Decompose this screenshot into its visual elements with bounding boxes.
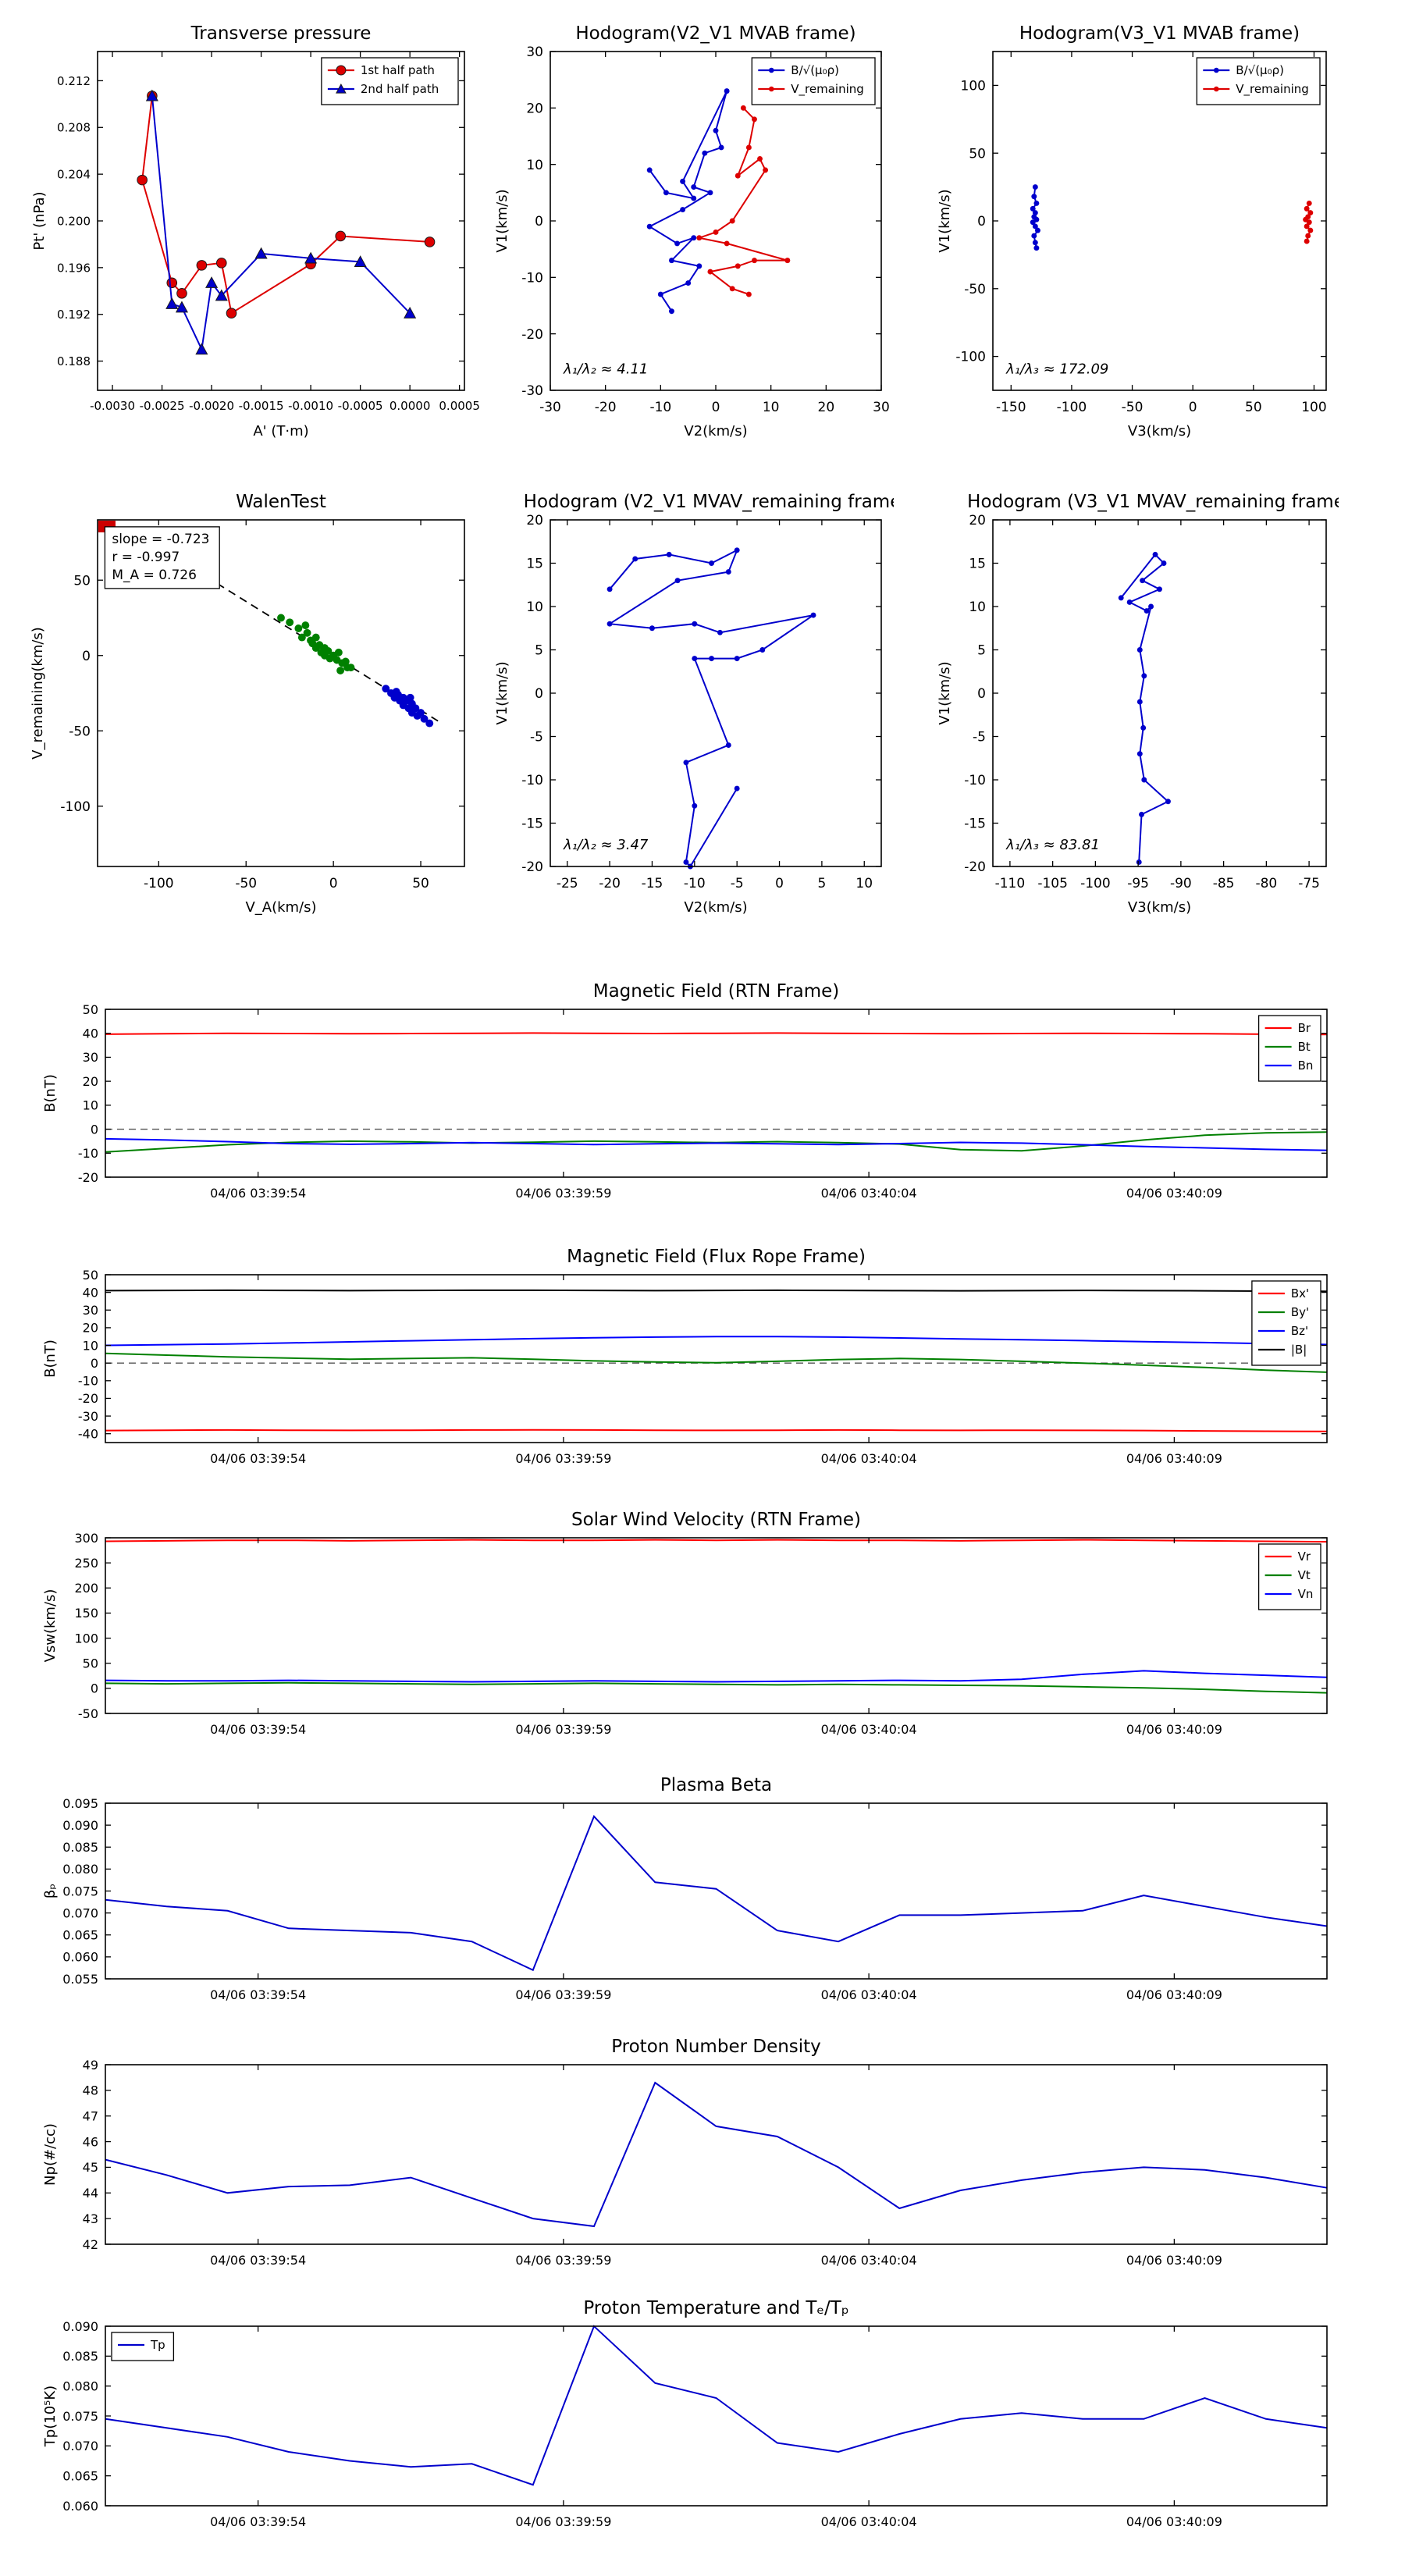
svg-text:V2(km/s): V2(km/s) — [684, 423, 748, 439]
svg-text:|B|: |B| — [1290, 1343, 1307, 1357]
svg-text:B(nT): B(nT) — [42, 1074, 59, 1112]
svg-text:-15: -15 — [964, 816, 986, 832]
subplot-hodogram-v2v1-mvav — [488, 482, 894, 929]
svg-text:0: 0 — [711, 400, 720, 415]
panel-magnetic-field-flux-rope — [31, 1240, 1358, 1491]
svg-text:V_remaining(km/s): V_remaining(km/s) — [30, 627, 46, 760]
svg-text:200: 200 — [74, 1581, 98, 1596]
svg-text:V_remaining: V_remaining — [791, 82, 864, 96]
svg-text:Magnetic Field (Flux Rope Fram: Magnetic Field (Flux Rope Frame) — [567, 1247, 866, 1267]
svg-text:WalenTest: WalenTest — [236, 492, 326, 512]
svg-text:Vsw(km/s): Vsw(km/s) — [42, 1589, 59, 1663]
svg-text:48: 48 — [82, 2083, 98, 2098]
svg-text:0.212: 0.212 — [57, 73, 91, 88]
svg-text:30: 30 — [82, 1050, 98, 1066]
svg-text:-30: -30 — [521, 383, 543, 400]
svg-text:0.070: 0.070 — [62, 1905, 98, 1921]
svg-text:V3(km/s): V3(km/s) — [1127, 899, 1192, 916]
svg-text:04/06 03:39:54: 04/06 03:39:54 — [210, 1186, 307, 1201]
svg-text:10: 10 — [969, 600, 986, 616]
svg-text:0.0005: 0.0005 — [439, 399, 480, 413]
svg-text:0.204: 0.204 — [57, 167, 91, 182]
svg-text:Hodogram (V2_V1 MVAV_remaining: Hodogram (V2_V1 MVAV_remaining frame) — [523, 492, 894, 512]
svg-text:10: 10 — [526, 600, 543, 616]
svg-text:04/06 03:40:09: 04/06 03:40:09 — [1126, 1451, 1222, 1466]
chart-svg — [31, 2291, 1358, 2554]
svg-text:V3(km/s): V3(km/s) — [1127, 423, 1192, 439]
svg-text:V1(km/s): V1(km/s) — [937, 189, 953, 253]
svg-text:0.060: 0.060 — [62, 1949, 98, 1965]
svg-text:-30: -30 — [539, 400, 561, 415]
svg-text:100: 100 — [74, 1631, 98, 1646]
svg-text:-30: -30 — [77, 1408, 98, 1424]
svg-text:150: 150 — [74, 1606, 98, 1621]
svg-text:0.200: 0.200 — [57, 214, 91, 229]
svg-text:50: 50 — [82, 1002, 98, 1017]
svg-text:-50: -50 — [77, 1706, 98, 1721]
svg-text:-20: -20 — [77, 1391, 98, 1407]
svg-text:40: 40 — [82, 1285, 98, 1300]
svg-text:04/06 03:40:09: 04/06 03:40:09 — [1126, 2253, 1222, 2268]
svg-text:-10: -10 — [964, 773, 986, 789]
svg-text:-5: -5 — [973, 729, 986, 745]
svg-text:50: 50 — [969, 146, 986, 162]
svg-text:-100: -100 — [1080, 876, 1111, 891]
svg-text:0: 0 — [90, 1681, 98, 1696]
svg-text:Solar Wind Velocity (RTN Frame: Solar Wind Velocity (RTN Frame) — [571, 1510, 862, 1530]
panel-plasma-beta — [31, 1768, 1358, 2027]
svg-text:βₚ: βₚ — [42, 1883, 59, 1899]
svg-text:B(nT): B(nT) — [42, 1340, 59, 1378]
svg-text:04/06 03:39:59: 04/06 03:39:59 — [515, 1451, 612, 1466]
svg-text:λ₁/λ₃ ≈ 83.81: λ₁/λ₃ ≈ 83.81 — [1006, 836, 1100, 853]
svg-text:By': By' — [1290, 1305, 1310, 1319]
panel-magnetic-field-rtn — [31, 974, 1358, 1226]
svg-text:0.080: 0.080 — [62, 2379, 98, 2394]
svg-text:0.090: 0.090 — [62, 2318, 98, 2334]
svg-text:04/06 03:40:04: 04/06 03:40:04 — [820, 1722, 917, 1737]
svg-text:0.060: 0.060 — [62, 2498, 98, 2514]
panel-proton-temperature — [31, 2291, 1358, 2554]
svg-text:50: 50 — [412, 876, 429, 891]
svg-text:-95: -95 — [1127, 876, 1150, 891]
svg-text:0: 0 — [90, 1122, 98, 1137]
svg-text:0: 0 — [977, 686, 986, 703]
svg-text:04/06 03:40:04: 04/06 03:40:04 — [820, 1987, 917, 2002]
svg-text:λ₁/λ₃ ≈ 172.09: λ₁/λ₃ ≈ 172.09 — [1006, 361, 1109, 378]
svg-text:-50: -50 — [1121, 400, 1144, 415]
svg-text:-100: -100 — [955, 349, 986, 365]
subplot-hodogram-v3v1-mvav — [930, 482, 1339, 929]
svg-text:0.196: 0.196 — [57, 261, 91, 276]
subplot-hodogram-v3v1-mvab — [930, 14, 1339, 453]
svg-text:04/06 03:39:59: 04/06 03:39:59 — [515, 1987, 612, 2002]
svg-text:04/06 03:39:59: 04/06 03:39:59 — [515, 2514, 612, 2529]
svg-text:-10: -10 — [649, 400, 672, 415]
svg-text:-150: -150 — [995, 400, 1026, 415]
panel-solar-wind-velocity — [31, 1503, 1358, 1762]
svg-text:10: 10 — [762, 400, 780, 415]
svg-text:V1(km/s): V1(km/s) — [937, 661, 953, 725]
svg-text:Bz': Bz' — [1290, 1324, 1309, 1338]
svg-text:5: 5 — [817, 876, 827, 891]
svg-text:100: 100 — [960, 78, 986, 94]
svg-text:04/06 03:39:54: 04/06 03:39:54 — [210, 1722, 307, 1737]
svg-text:-80: -80 — [1255, 876, 1278, 891]
svg-text:100: 100 — [1301, 400, 1327, 415]
svg-text:0.192: 0.192 — [57, 308, 91, 322]
svg-text:50: 50 — [73, 573, 91, 589]
svg-text:0: 0 — [82, 648, 91, 664]
svg-text:V_A(km/s): V_A(km/s) — [245, 899, 317, 916]
svg-text:04/06 03:40:04: 04/06 03:40:04 — [820, 1186, 917, 1201]
svg-text:30: 30 — [873, 400, 890, 415]
svg-text:04/06 03:40:04: 04/06 03:40:04 — [820, 1451, 917, 1466]
svg-text:-100: -100 — [1056, 400, 1087, 415]
svg-text:M_A = 0.726: M_A = 0.726 — [112, 567, 197, 583]
svg-text:-0.0030: -0.0030 — [90, 399, 136, 413]
svg-text:-10: -10 — [521, 270, 543, 286]
svg-text:04/06 03:39:59: 04/06 03:39:59 — [515, 1186, 612, 1201]
svg-text:04/06 03:39:54: 04/06 03:39:54 — [210, 1987, 307, 2002]
svg-text:Vt: Vt — [1297, 1568, 1311, 1582]
svg-text:-10: -10 — [77, 1146, 98, 1162]
svg-text:0.208: 0.208 — [57, 120, 91, 135]
svg-text:250: 250 — [74, 1555, 98, 1571]
svg-text:10: 10 — [82, 1098, 98, 1113]
svg-text:20: 20 — [526, 513, 543, 529]
svg-text:04/06 03:40:09: 04/06 03:40:09 — [1126, 1186, 1222, 1201]
chart-svg — [31, 1240, 1358, 1491]
svg-text:49: 49 — [82, 2057, 98, 2073]
svg-text:r = -0.997: r = -0.997 — [112, 549, 180, 565]
svg-text:B/√(μ₀ρ): B/√(μ₀ρ) — [791, 63, 839, 77]
svg-text:Hodogram(V2_V1 MVAB frame): Hodogram(V2_V1 MVAB frame) — [575, 23, 856, 44]
svg-text:V_remaining: V_remaining — [1236, 82, 1309, 96]
svg-text:Np(#/cc): Np(#/cc) — [42, 2123, 59, 2186]
svg-text:0: 0 — [535, 214, 543, 230]
svg-text:V2(km/s): V2(km/s) — [684, 899, 748, 916]
svg-text:-10: -10 — [521, 773, 543, 789]
svg-text:-100: -100 — [60, 799, 91, 815]
svg-text:0.075: 0.075 — [62, 1884, 98, 1899]
svg-text:-90: -90 — [1169, 876, 1192, 891]
svg-text:30: 30 — [526, 44, 543, 61]
svg-text:-110: -110 — [994, 876, 1026, 891]
svg-text:-10: -10 — [77, 1373, 98, 1389]
svg-text:-20: -20 — [77, 1169, 98, 1185]
svg-text:-105: -105 — [1037, 876, 1068, 891]
svg-text:Proton Temperature and Tₑ/Tₚ: Proton Temperature and Tₑ/Tₚ — [583, 2298, 849, 2318]
svg-text:50: 50 — [82, 1656, 98, 1671]
svg-text:40: 40 — [82, 1026, 98, 1041]
svg-text:0.095: 0.095 — [62, 1795, 98, 1811]
svg-text:0.085: 0.085 — [62, 1840, 98, 1856]
svg-text:0.0000: 0.0000 — [389, 399, 431, 413]
svg-text:Bx': Bx' — [1290, 1286, 1310, 1300]
svg-text:46: 46 — [82, 2134, 98, 2150]
svg-text:20: 20 — [82, 1073, 98, 1089]
chart-svg — [930, 14, 1339, 453]
svg-text:47: 47 — [82, 2108, 98, 2124]
svg-text:0.188: 0.188 — [57, 354, 91, 368]
svg-text:-15: -15 — [521, 816, 543, 832]
svg-text:10: 10 — [82, 1338, 98, 1354]
svg-text:04/06 03:40:04: 04/06 03:40:04 — [820, 2514, 917, 2529]
svg-text:Vn: Vn — [1297, 1587, 1314, 1601]
chart-svg — [31, 2030, 1358, 2293]
svg-text:-20: -20 — [521, 326, 543, 343]
svg-text:B/√(μ₀ρ): B/√(μ₀ρ) — [1236, 63, 1284, 77]
svg-text:04/06 03:39:59: 04/06 03:39:59 — [515, 1722, 612, 1737]
svg-text:0.090: 0.090 — [62, 1817, 98, 1833]
svg-text:-20: -20 — [599, 876, 621, 891]
svg-text:-50: -50 — [964, 281, 986, 297]
svg-text:λ₁/λ₂ ≈ 3.47: λ₁/λ₂ ≈ 3.47 — [563, 836, 649, 853]
svg-text:Pt' (nPa): Pt' (nPa) — [31, 191, 48, 251]
svg-text:V1(km/s): V1(km/s) — [494, 189, 510, 253]
svg-text:-20: -20 — [964, 859, 986, 876]
chart-svg — [31, 1768, 1358, 2027]
svg-text:-0.0015: -0.0015 — [238, 399, 284, 413]
svg-text:-5: -5 — [530, 729, 543, 745]
svg-text:04/06 03:40:09: 04/06 03:40:09 — [1126, 1987, 1222, 2002]
svg-text:slope = -0.723: slope = -0.723 — [112, 531, 210, 547]
chart-svg — [23, 14, 480, 453]
chart-svg — [488, 482, 894, 929]
svg-text:1st half path: 1st half path — [360, 63, 435, 77]
svg-text:-75: -75 — [1298, 876, 1320, 891]
svg-text:Vr: Vr — [1297, 1550, 1311, 1564]
chart-svg — [930, 482, 1339, 929]
svg-text:43: 43 — [82, 2211, 98, 2226]
svg-text:0: 0 — [775, 876, 784, 891]
svg-text:-50: -50 — [235, 876, 258, 891]
svg-text:-0.0005: -0.0005 — [337, 399, 383, 413]
svg-text:Plasma Beta: Plasma Beta — [660, 1775, 773, 1795]
svg-text:5: 5 — [535, 642, 543, 659]
svg-text:0: 0 — [329, 876, 338, 891]
svg-text:20: 20 — [817, 400, 835, 415]
svg-text:Tp: Tp — [151, 2338, 165, 2352]
svg-text:Hodogram(V3_V1 MVAB frame): Hodogram(V3_V1 MVAB frame) — [1019, 23, 1300, 44]
svg-text:04/06 03:39:54: 04/06 03:39:54 — [210, 2514, 307, 2529]
svg-text:04/06 03:39:59: 04/06 03:39:59 — [515, 2253, 612, 2268]
svg-text:Bt: Bt — [1297, 1040, 1311, 1054]
svg-text:-0.0020: -0.0020 — [189, 399, 235, 413]
svg-text:-50: -50 — [69, 724, 91, 740]
svg-text:Proton Number Density: Proton Number Density — [611, 2037, 821, 2057]
svg-text:50: 50 — [82, 1267, 98, 1283]
svg-text:04/06 03:39:54: 04/06 03:39:54 — [210, 1451, 307, 1466]
svg-text:20: 20 — [969, 513, 986, 529]
svg-text:0.065: 0.065 — [62, 1927, 98, 1943]
svg-text:2nd half path: 2nd half path — [360, 82, 439, 96]
svg-text:30: 30 — [82, 1303, 98, 1318]
svg-text:-25: -25 — [556, 876, 578, 891]
svg-text:04/06 03:40:04: 04/06 03:40:04 — [820, 2253, 917, 2268]
svg-text:-20: -20 — [521, 859, 543, 876]
panel-proton-number-density — [31, 2030, 1358, 2293]
svg-text:44: 44 — [82, 2186, 98, 2201]
svg-text:-0.0010: -0.0010 — [288, 399, 334, 413]
svg-text:20: 20 — [526, 101, 543, 117]
svg-text:Bn: Bn — [1297, 1059, 1314, 1073]
svg-text:-20: -20 — [594, 400, 617, 415]
svg-text:10: 10 — [526, 157, 543, 173]
svg-text:15: 15 — [969, 556, 986, 572]
svg-text:0: 0 — [1188, 400, 1197, 415]
subplot-transverse-pressure — [23, 14, 480, 453]
chart-svg — [23, 482, 480, 929]
subplot-walen-test — [23, 482, 480, 929]
svg-text:0: 0 — [535, 686, 543, 703]
svg-text:-0.0025: -0.0025 — [139, 399, 185, 413]
svg-text:0.070: 0.070 — [62, 2439, 98, 2454]
svg-text:-40: -40 — [77, 1426, 98, 1442]
svg-text:-5: -5 — [730, 876, 744, 891]
svg-text:0.055: 0.055 — [62, 1971, 98, 1987]
svg-text:-100: -100 — [144, 876, 174, 891]
svg-text:42: 42 — [82, 2236, 98, 2252]
svg-text:5: 5 — [977, 642, 986, 659]
svg-text:-10: -10 — [683, 876, 706, 891]
svg-text:0.085: 0.085 — [62, 2349, 98, 2364]
svg-text:-85: -85 — [1212, 876, 1235, 891]
subplot-hodogram-v2v1-mvab — [488, 14, 894, 453]
svg-text:-15: -15 — [641, 876, 663, 891]
svg-text:V1(km/s): V1(km/s) — [494, 661, 510, 725]
svg-text:20: 20 — [82, 1320, 98, 1336]
chart-svg — [31, 1503, 1358, 1762]
svg-text:04/06 03:40:09: 04/06 03:40:09 — [1126, 2514, 1222, 2529]
chart-svg — [31, 974, 1358, 1226]
svg-text:Transverse pressure: Transverse pressure — [190, 23, 372, 44]
svg-text:10: 10 — [855, 876, 873, 891]
svg-text:0.080: 0.080 — [62, 1862, 98, 1877]
svg-text:50: 50 — [1245, 400, 1262, 415]
svg-text:04/06 03:40:09: 04/06 03:40:09 — [1126, 1722, 1222, 1737]
chart-svg — [488, 14, 894, 453]
svg-text:0.075: 0.075 — [62, 2408, 98, 2424]
svg-text:45: 45 — [82, 2160, 98, 2176]
svg-text:Magnetic Field (RTN Frame): Magnetic Field (RTN Frame) — [592, 981, 840, 1002]
svg-text:15: 15 — [526, 556, 543, 572]
svg-text:Hodogram (V3_V1 MVAV_remaining: Hodogram (V3_V1 MVAV_remaining frame) — [967, 492, 1339, 512]
svg-text:0.065: 0.065 — [62, 2468, 98, 2484]
svg-text:λ₁/λ₂ ≈ 4.11: λ₁/λ₂ ≈ 4.11 — [563, 361, 649, 378]
svg-text:0: 0 — [90, 1355, 98, 1371]
svg-text:A' (T·m): A' (T·m) — [253, 423, 309, 439]
svg-text:300: 300 — [74, 1530, 98, 1546]
svg-text:04/06 03:39:54: 04/06 03:39:54 — [210, 2253, 307, 2268]
svg-text:Br: Br — [1297, 1021, 1311, 1035]
svg-text:Tp(10⁵K): Tp(10⁵K) — [42, 2385, 59, 2447]
svg-text:0: 0 — [977, 214, 986, 230]
